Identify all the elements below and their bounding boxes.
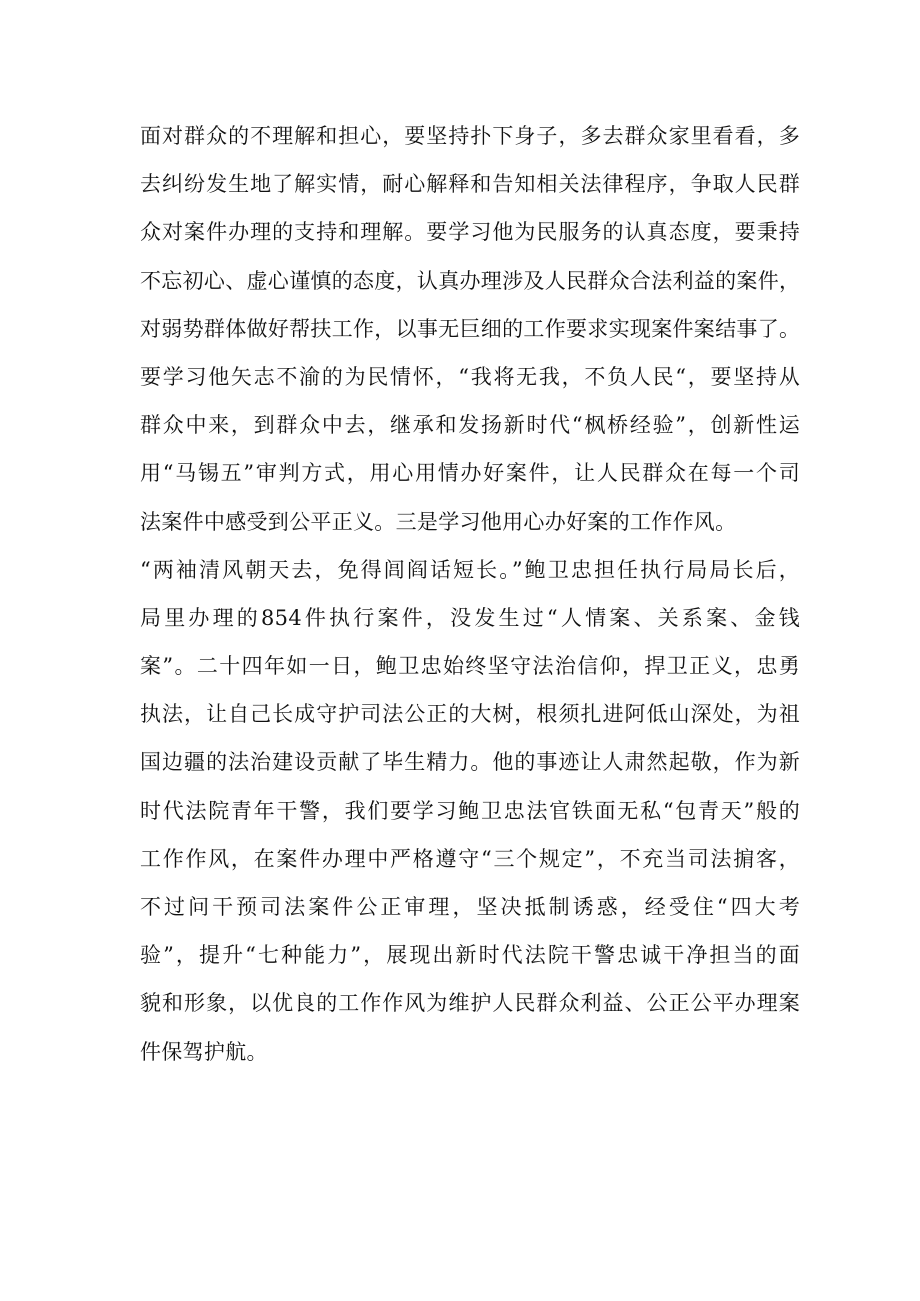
text-line: 不忘初心、虚心谨慎的态度，认真办理涉及人民群众合法利益的案件，: [140, 268, 801, 293]
text-line: 貌和形象，以优良的工作作风为维护人民群众利益、公正公平办理案: [140, 991, 800, 1016]
text-line: 执法，让自己长成守护司法公正的大树，根须扎进阿低山深处，为祖: [140, 702, 800, 727]
text-line: “两袖清风朝天去，免得闾阎话短长。”鲍卫忠担任执行局局长后，: [140, 557, 800, 582]
text-line: 案”。二十四年如一日，鲍卫忠始终坚守法治信仰，捍卫正义，忠勇: [140, 654, 800, 679]
text-line: 不过问干预司法案件公正审理，坚决抵制诱惑，经受住“四大考: [140, 895, 800, 919]
text-line: 工作作风，在案件办理中严格遵守“三个规定”，不充当司法掮客，: [140, 846, 800, 871]
text-line: 件保驾护航。: [140, 1039, 268, 1064]
text-line: 要学习他矢志不渝的为民情怀，“我将无我，不负人民“，要坚持从: [140, 364, 800, 389]
text-line: 面对群众的不理解和担心，要坚持扑下身子，多去群众家里看看，多: [140, 124, 800, 148]
body-text: [140, 112, 800, 1076]
text-line: 去纠纷发生地了解实情，耐心解释和告知相关法律程序，争取人民群: [140, 172, 800, 197]
text-line: 国边疆的法治建设贡献了毕生精力。他的事迹让人肃然起敬，作为新: [140, 750, 800, 775]
text-line: 局里办理的854件执行案件，没发生过“人情案、关系案、金钱: [140, 605, 800, 630]
text-line: 用“马锡五”审判方式，用心用情办好案件，让人民群众在每一个司: [140, 461, 800, 486]
text-line: 法案件中感受到公平正义。三是学习他用心办好案的工作作风。: [140, 509, 737, 534]
text-line: 对弱势群体做好帮扶工作，以事无巨细的工作要求实现案件案结事了。: [140, 316, 801, 341]
text-line: 群众中来，到群众中去，继承和发扬新时代“枫桥经验”，创新性运: [140, 413, 800, 438]
text-line: 时代法院青年干警，我们要学习鲍卫忠法官铁面无私“包青天”般的: [140, 798, 800, 823]
text-line: 众对案件办理的支持和理解。要学习他为民服务的认真态度，要秉持: [140, 220, 800, 245]
text-line: 验”，提升“七种能力”，展现出新时代法院干警忠诚干净担当的面: [140, 943, 800, 968]
